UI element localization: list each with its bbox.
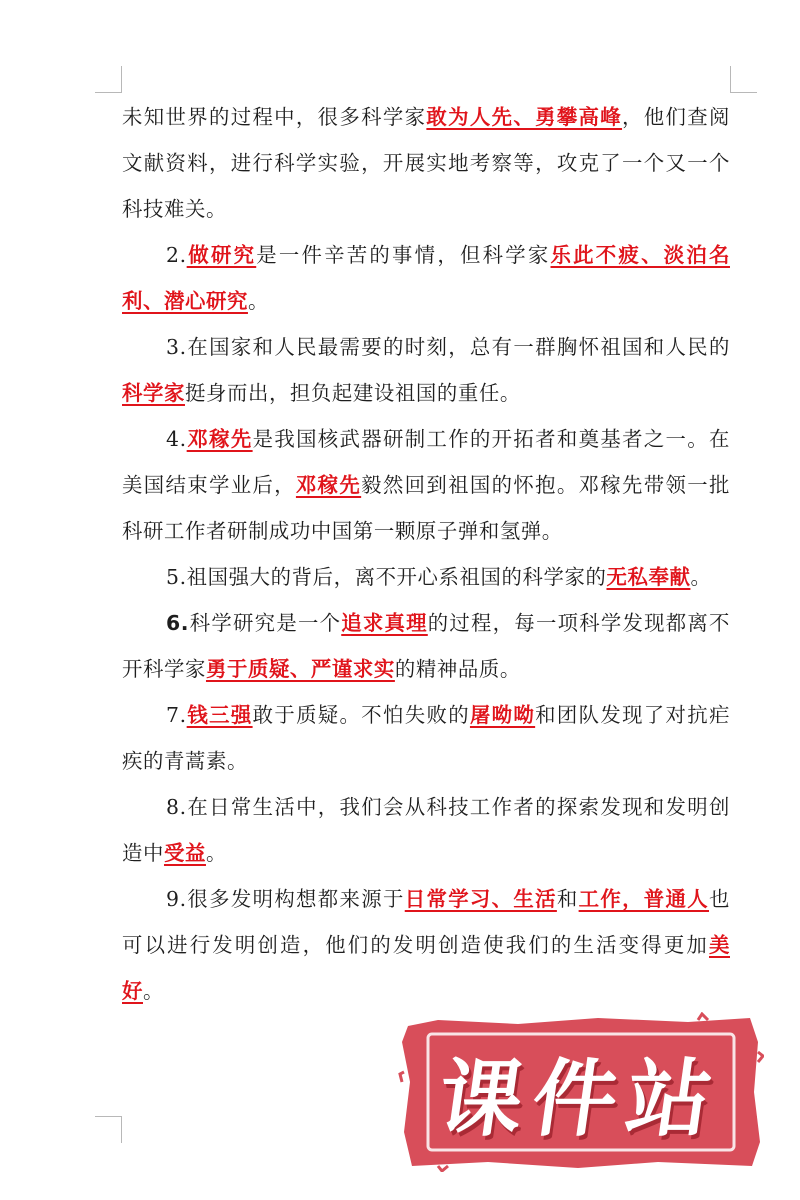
highlighted-answer: 勇于质疑、严谨求实 [205,657,395,681]
paragraph-number: 8. [166,795,187,819]
paragraph-number: 6. [166,611,190,635]
body-text: ，他们查阅文献资料，进行科学实验，开展实地考察等，攻克了一个又一个科技难关。 [122,105,730,221]
body-text: 在国家和人民最需要的时刻，总有一群胸怀祖国和人民的 [186,335,730,359]
margin-corner-top-right [730,66,757,93]
body-text: 。 [205,841,227,865]
margin-corner-bottom-left [95,1116,122,1143]
body-text: 很多发明构想都来源于 [186,887,405,911]
body-text: 。 [690,565,712,589]
body-text: 和团队发现了对抗疟疾的青蒿素。 [122,703,730,773]
body-text: 。 [143,979,164,1003]
paragraph-3 [122,324,730,416]
paragraph-6 [122,600,730,692]
paragraph-1 [122,94,730,232]
paragraph-7 [122,692,730,784]
paragraph-8 [122,784,730,876]
body-text: 敢于质疑。不怕失败的 [252,703,470,727]
highlighted-answer: 追求真理 [341,611,428,635]
highlighted-answer: 钱三强 [186,703,253,727]
paragraph-number: 9. [166,887,187,911]
paragraph-5 [122,554,730,600]
margin-corner-top-left [95,66,122,93]
paragraph-number: 2. [166,243,187,267]
document-body [122,94,730,1014]
highlighted-answer: 屠呦呦 [469,703,536,727]
highlighted-answer: 乐此不疲、淡泊名利、潜心研究 [122,243,730,313]
highlighted-answer: 邓稼先 [295,473,362,497]
highlighted-answer: 做研究 [186,243,257,267]
highlighted-answer: 科学家 [122,381,185,405]
body-text: 和 [556,887,579,911]
paragraph-2 [122,232,730,324]
highlighted-answer: 美好 [122,933,730,1003]
body-text: 未知世界的过程中，很多科学家 [122,105,427,129]
paragraph-number: 5. [166,565,187,589]
body-text: 科学研究是一个 [189,611,342,635]
paragraph-number: 3. [166,335,187,359]
paragraph-number: 4. [166,427,187,451]
body-text: 在日常生活中，我们会从科技工作者的探索发现和发明创造中 [122,795,730,865]
body-text: 是我国核武器研制工作的开拓者和奠基者之一。在美国结束学业后， [122,427,730,497]
body-text: 。 [247,289,269,313]
paragraph-number: 7. [166,703,187,727]
stamp-text: 课件站 [432,1049,728,1148]
body-text: 的精神品质。 [394,657,521,681]
highlighted-answer: 无私奉献 [606,565,691,589]
body-text: 毅然回到祖国的怀抱。邓稼先带领一批科研工作者研制成功中国第一颗原子弹和氢弹。 [122,473,730,543]
body-text: 挺身而出，担负起建设祖国的重任。 [184,381,521,405]
body-text: 是一件辛苦的事情，但科学家 [256,243,551,267]
body-text: 祖国强大的背后，离不开心系祖国的科学家的 [186,565,607,589]
highlighted-answer: 邓稼先 [186,427,253,451]
highlighted-answer: 工作，普通人 [578,887,710,911]
highlighted-answer: 敢为人先、勇攀高峰 [426,105,623,129]
paragraph-9 [122,876,730,1014]
body-text: 的过程，每一项科学发现都离不开科学家 [122,611,731,681]
paragraph-4 [122,416,730,554]
body-text: 也可以进行发明创造，他们的发明创造使我们的生活变得更加 [122,887,731,957]
highlighted-answer: 日常学习、生活 [404,887,557,911]
highlighted-answer: 受益 [163,841,206,865]
watermark-stamp [398,1012,764,1172]
